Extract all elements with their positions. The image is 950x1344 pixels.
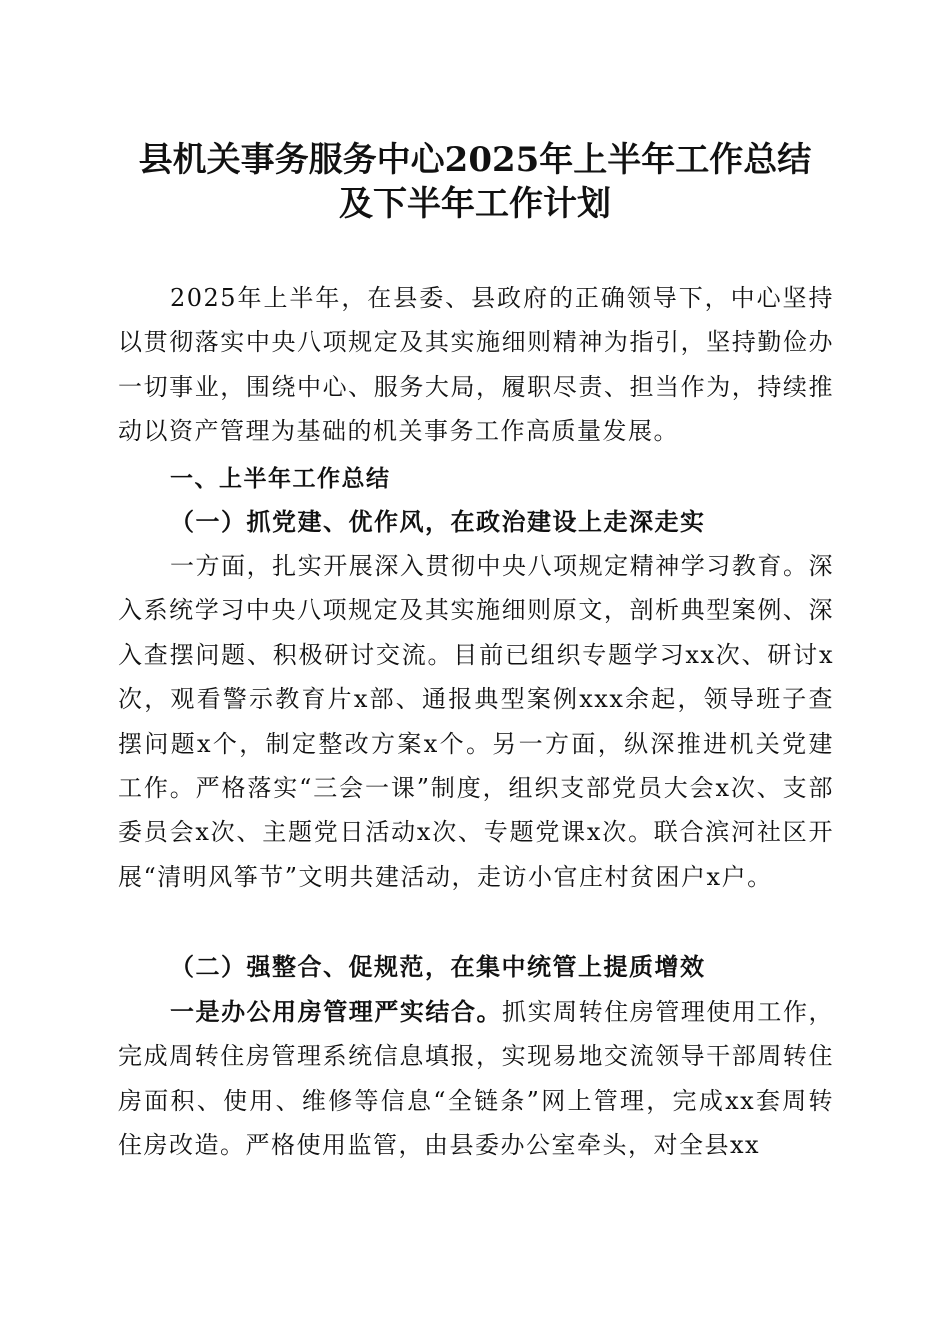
office-housing-lead: 一是办公用房管理严实结合。 [170,997,503,1026]
document-title-line2: 及下半年工作计划 [339,184,611,224]
subsection-heading-party-building: （一）抓党建、优作风，在政治建设上走深走实 [170,507,706,536]
document-title-line1: 县机关事务服务中心2025年上半年工作总结 [138,140,812,180]
intro-paragraph: 2025年上半年，在县委、县政府的正确领导下，中心坚持以贯彻落实中央八项规定及其实施细则精神为指引，坚持勤俭办一切事业，围绕中心、服务大局，履职尽责、担当作为，持续推动以资产管理为基础的机关事务工作高质量发展。 [118,284,834,446]
section-heading-summary: 一、上半年工作总结 [170,466,391,492]
office-housing-paragraph [118,990,834,1168]
office-housing-text: 抓实周转住房管理使用工作，完成周转住房管理系统信息填报，实现易地交流领导干部周转住房面积、使用、维修等信息“全链条”网上管理，完成xx套周转住房改造。严格使用监管，由县委办公室牵头，对全县xx [118,998,835,1160]
subsection-heading-centralized-management: （二）强整合、促规范，在集中统管上提质增效 [170,952,706,981]
party-building-paragraph: 一方面，扎实开展深入贯彻中央八项规定精神学习教育。深入系统学习中央八项规定及其实施细则原文，剖析典型案例、深入查摆问题、积极研讨交流。目前已组织专题学习xx次、研讨x次，观看警示教育片x部、通报典型案例xxx余起，领导班子查摆问题x个，制定整改方案x个。另一方面，纵深推进机关党建工作。严格落实“三会一课”制度，组织支部党员大会x次、支部委员会x次、主题党日活动x次、专题党课x次。联合滨河社区开展“清明风筝节”文明共建活动，走访小官庄村贫困户x户。 [118,552,834,891]
